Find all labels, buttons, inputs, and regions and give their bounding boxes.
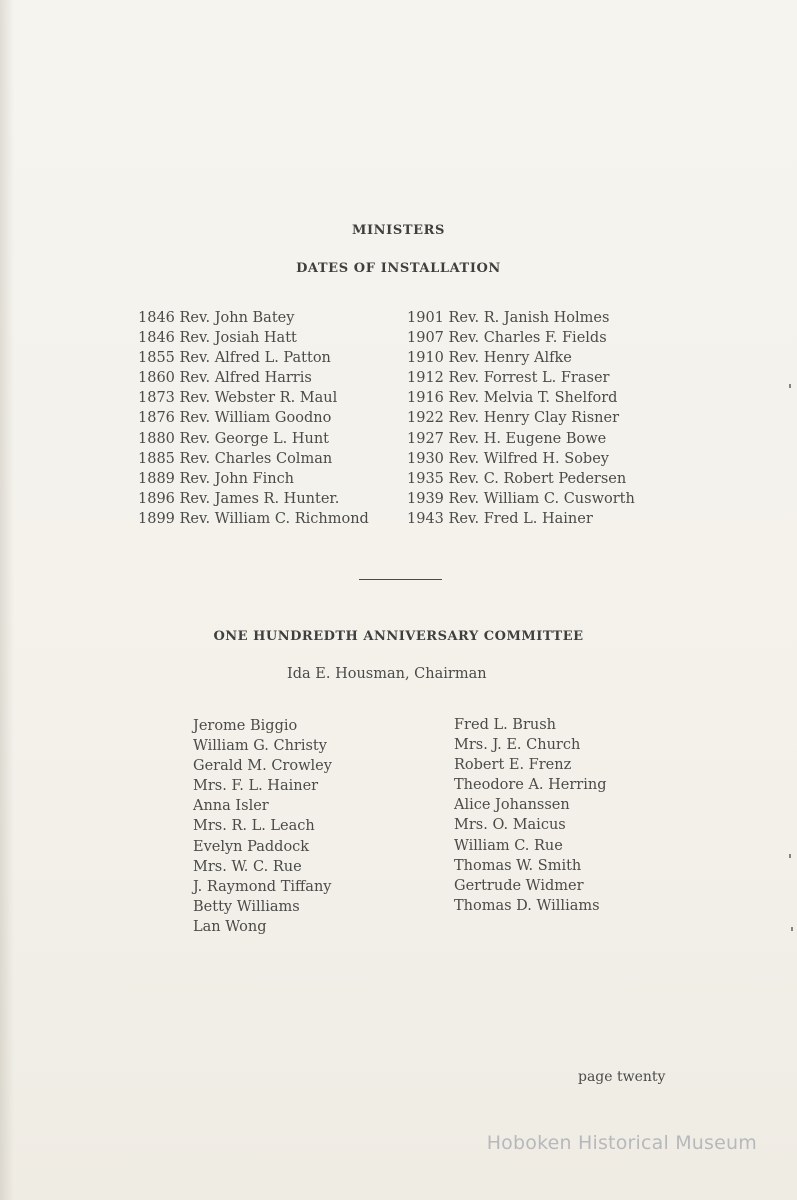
museum-watermark: Hoboken Historical Museum xyxy=(486,1132,757,1154)
committee-member: Mrs. O. Maicus xyxy=(454,817,566,834)
paper-speck xyxy=(789,384,791,388)
minister-entry: 1876 Rev. William Goodno xyxy=(138,410,332,427)
minister-entry: 1935 Rev. C. Robert Pedersen xyxy=(407,470,627,487)
ministers-heading: MINISTERS xyxy=(352,223,445,238)
committee-member: Theodore A. Herring xyxy=(454,777,607,794)
committee-heading: ONE HUNDREDTH ANNIVERSARY COMMITTEE xyxy=(213,629,584,644)
section-divider xyxy=(359,579,442,580)
minister-entry: 1873 Rev. Webster R. Maul xyxy=(138,390,338,407)
committee-member: Anna Isler xyxy=(193,798,269,815)
minister-entry: 1901 Rev. R. Janish Holmes xyxy=(407,310,610,326)
minister-entry: 1846 Rev. Josiah Hatt xyxy=(138,330,297,347)
committee-chairman: Ida E. Housman, Chairman xyxy=(287,666,487,682)
committee-member: Gertrude Widmer xyxy=(454,877,584,894)
committee-list-right xyxy=(454,715,607,916)
minister-entry: 1899 Rev. William C. Richmond xyxy=(138,510,369,527)
committee-member: Mrs. W. C. Rue xyxy=(193,858,302,875)
committee-member: Mrs. F. L. Hainer xyxy=(193,778,319,795)
minister-entry: 1922 Rev. Henry Clay Risner xyxy=(407,410,620,427)
installation-dates-heading: DATES OF INSTALLATION xyxy=(296,261,501,276)
committee-member: Mrs. R. L. Leach xyxy=(193,818,315,835)
minister-entry: 1880 Rev. George L. Hunt xyxy=(138,430,329,447)
committee-member: J. Raymond Tiffany xyxy=(193,878,332,895)
committee-member: Betty Williams xyxy=(193,898,300,915)
ministers-list-left xyxy=(138,308,369,529)
committee-list-left xyxy=(193,716,332,937)
committee-member: Mrs. J. E. Church xyxy=(454,737,581,754)
paper-speck xyxy=(791,927,793,931)
minister-entry: 1927 Rev. H. Eugene Bowe xyxy=(407,430,607,447)
committee-member: William C. Rue xyxy=(454,837,563,854)
minister-entry: 1846 Rev. John Batey xyxy=(138,310,295,326)
minister-entry: 1907 Rev. Charles F. Fields xyxy=(407,330,607,347)
committee-member: Robert E. Frenz xyxy=(454,757,572,774)
minister-entry: 1910 Rev. Henry Alfke xyxy=(407,350,572,367)
ministers-list-right xyxy=(407,308,635,529)
page-number: page twenty xyxy=(578,1069,666,1085)
committee-member: Gerald M. Crowley xyxy=(193,758,332,775)
minister-entry: 1885 Rev. Charles Colman xyxy=(138,450,333,467)
page-edge-shadow xyxy=(0,0,14,1200)
minister-entry: 1860 Rev. Alfred Harris xyxy=(138,370,312,387)
committee-member: Fred L. Brush xyxy=(454,717,557,733)
minister-entry: 1930 Rev. Wilfred H. Sobey xyxy=(407,450,609,467)
minister-entry: 1855 Rev. Alfred L. Patton xyxy=(138,350,331,367)
committee-member: Lan Wong xyxy=(193,918,267,935)
paper-speck xyxy=(789,854,791,858)
committee-member: Thomas D. Williams xyxy=(454,897,600,914)
committee-member: Thomas W. Smith xyxy=(454,857,582,874)
minister-entry: 1916 Rev. Melvia T. Shelford xyxy=(407,390,618,407)
minister-entry: 1912 Rev. Forrest L. Fraser xyxy=(407,370,610,387)
minister-entry: 1943 Rev. Fred L. Hainer xyxy=(407,510,593,527)
minister-entry: 1889 Rev. John Finch xyxy=(138,470,295,487)
committee-member: Evelyn Paddock xyxy=(193,838,310,855)
committee-member: William G. Christy xyxy=(193,738,327,755)
committee-member: Jerome Biggio xyxy=(193,718,298,734)
minister-entry: 1939 Rev. William C. Cusworth xyxy=(407,490,635,507)
committee-member: Alice Johanssen xyxy=(454,797,570,814)
minister-entry: 1896 Rev. James R. Hunter. xyxy=(138,490,340,507)
